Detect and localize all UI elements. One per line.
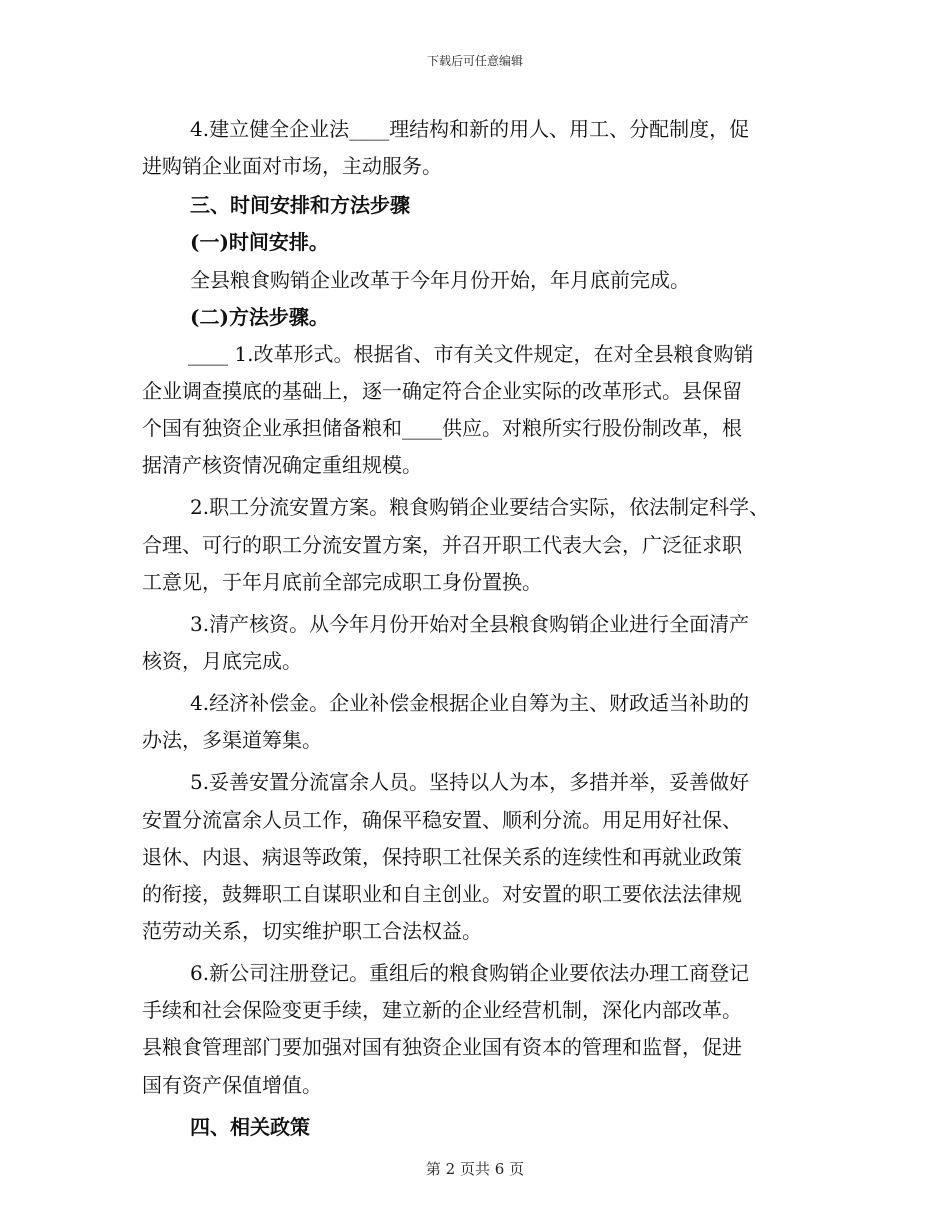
paragraph-line: 安置分流富余人员工作，确保平稳安置、顺利分流。用足用好社保、: [142, 807, 742, 832]
paragraph-line: 手续和社会保险变更手续，建立新的企业经营机制，深化内部改革。: [142, 998, 742, 1023]
paragraph-line: 企业调查摸底的基础上，逐一确定符合企业实际的改革形式。县保留: [142, 378, 742, 403]
paragraph-line: 县粮食管理部门要加强对国有独资企业国有资本的管理和监督，促进: [142, 1035, 742, 1060]
paragraph-line: 进购销企业面对市场，主动服务。: [142, 154, 442, 179]
paragraph-line: 个国有独资企业承担储备粮和____供应。对粮所实行股份制改革，根: [142, 416, 742, 441]
paragraph-line: 办法，多渠道筹集。: [142, 728, 322, 753]
paragraph-line: 6.新公司注册登记。重组后的粮食购销企业要依法办理工商登记: [190, 961, 750, 986]
page-number: 第 2 页共 6 页: [425, 1160, 525, 1178]
paragraph-line: 工意见，于年月底前全部完成职工身份置换。: [142, 569, 542, 594]
page-header: 下载后可任意编辑: [426, 54, 523, 68]
paragraph-line: 范劳动关系，切实维护职工合法权益。: [142, 918, 482, 943]
section-heading: (二)方法步骤。: [190, 304, 329, 329]
section-heading: 四、相关政策: [190, 1114, 310, 1139]
paragraph-line: 3.清产核资。从今年月份开始对全县粮食购销企业进行全面清产: [190, 611, 750, 636]
paragraph-line: 全县粮食购销企业改革于今年月份开始，年月底前完成。: [190, 267, 690, 292]
paragraph-line: 5.妥善安置分流富余人员。坚持以人为本，多措并举，妥善做好: [190, 770, 750, 795]
paragraph-line: 4.经济补偿金。企业补偿金根据企业自筹为主、财政适当补助的: [190, 691, 750, 716]
paragraph-line: 的衔接，鼓舞职工自谋职业和自主创业。对安置的职工要依法法律规: [142, 881, 742, 906]
section-heading: 三、时间安排和方法步骤: [190, 193, 410, 218]
paragraph-line: 2.职工分流安置方案。粮食购销企业要结合实际，依法制定科学、: [190, 495, 770, 520]
paragraph-line: 合理、可行的职工分流安置方案，并召开职工代表大会，广泛征求职: [142, 532, 742, 557]
document-body: [142, 111, 807, 1146]
paragraph-line: 国有资产保值增值。: [142, 1072, 322, 1097]
paragraph-line: 核资，月底完成。: [142, 648, 302, 673]
paragraph-line: 退休、内退、病退等政策，保持职工社保关系的连续性和再就业政策: [142, 844, 742, 869]
paragraph-line: 据清产核资情况确定重组规模。: [142, 453, 422, 478]
paragraph-line: 4.建立健全企业法____理结构和新的用人、用工、分配制度，促: [190, 117, 750, 141]
paragraph-line: ____ 1.改革形式。根据省、市有关文件规定，在对全县粮食购销: [188, 341, 754, 366]
section-heading: (一)时间安排。: [190, 230, 329, 255]
